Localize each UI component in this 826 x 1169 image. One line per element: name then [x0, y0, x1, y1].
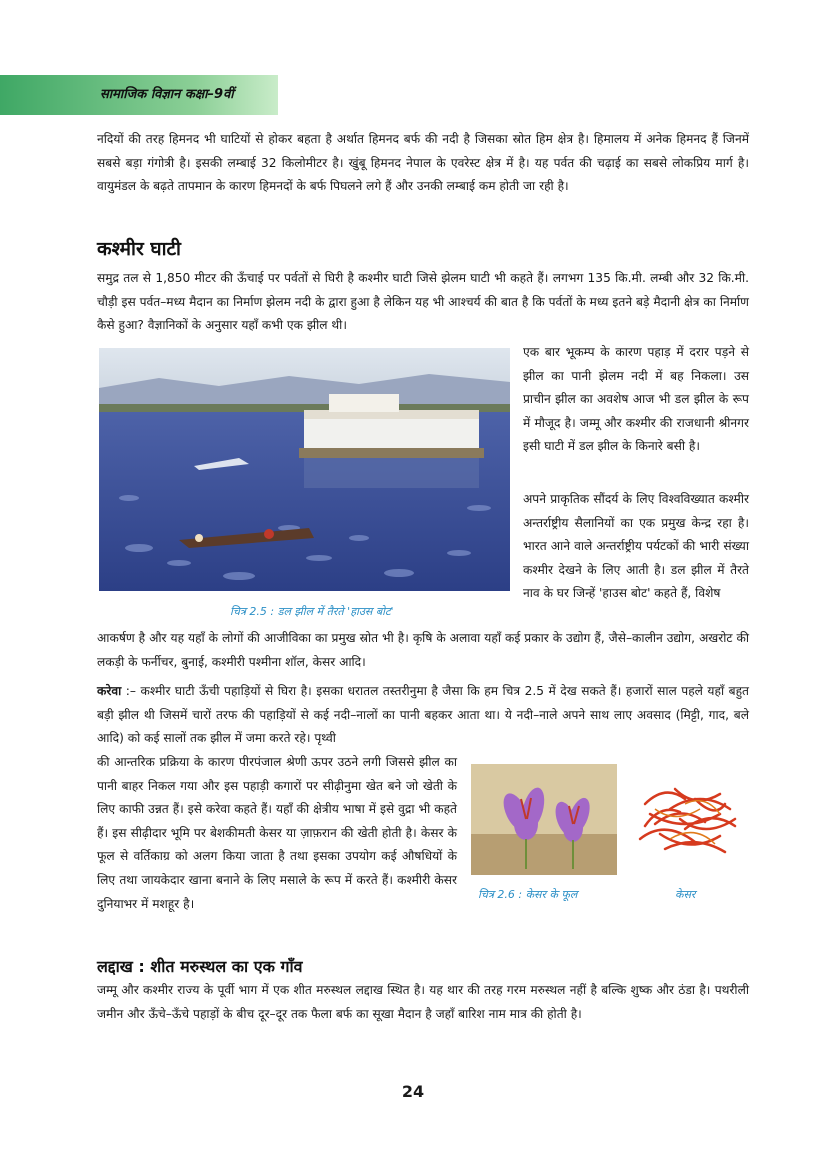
section-heading-kashmir: कश्मीर घाटी — [97, 238, 181, 260]
saffron-flower-photo — [471, 764, 617, 875]
houseboat-photo — [99, 348, 510, 591]
page-number: 24 — [401, 1082, 425, 1101]
kashmir-paragraph: समुद्र तल से 1,850 मीटर की ऊँचाई पर पर्वतों से घिरी है कश्मीर घाटी जिसे झेलम घाटी भी कहते हैं। लगभग 135 कि.मी. लम्बी और 32 कि.मी. चौड़ी इस पर्वत–मध्य मैदान का निर्माण झेलम नदी के द्वारा हुआ है लेकिन यह भी आश्चर्य की बात है कि पर्वतों के मध्य इतने बड़े मैदानी क्षेत्र का निर्माण कैसे हुआ? वैज्ञानिकों के अनुसार यहाँ कभी एक झील थी। — [97, 271, 749, 333]
running-header: सामाजिक विज्ञान कक्षा–9वीं — [100, 87, 234, 102]
karewa-term: करेवा — [97, 684, 122, 698]
kashmir-paragraph-continued: आकर्षण है और यह यहाँ के लोगों की आजीविका का प्रमुख स्रोत भी है। कृषि के अलावा यहाँ कई प्रकार के उद्योग हैं, जैसे–कालीन उद्योग, अखरोट की लकड़ी के फर्नीचर, बुनाई, कश्मीरी पश्मीना शॉल, केसर आदि। — [97, 631, 749, 669]
figure-caption-houseboat: चित्र 2.5 : डल झील में तैरते 'हाउस बोट' — [230, 605, 394, 618]
section-heading-ladakh: लद्दाख : शीत मरुस्थल का एक गाँव — [97, 957, 303, 976]
intro-paragraph: नदियों की तरह हिमनद भी घाटियों से होकर बहता है अर्थात हिमनद बर्फ की नदी है जिसका स्रोत हिम क्षेत्र है। हिमालय में अनेक हिमनद हैं जिनमें सबसे बड़ा गंगोत्री है। इसकी लम्बाई 32 किलोमीटर है। खुंबू हिमनद नेपाल के एवरेस्ट क्षेत्र में है। यह पर्वत की चढ़ाई का सबसे लोकप्रिय मार्ग है। वायुमंडल के बढ़ते तापमान के कारण हिमनदों के बर्फ पिघलने लगे हैं और उनकी लम्बाई कम होती जा रही है। — [97, 132, 749, 194]
karewa-paragraph-left: की आन्तरिक प्रक्रिया के कारण पीरपंजाल श्रेणी ऊपर उठने लगी जिससे झील का पानी बाहर निकल गया और इस पहाड़ी कगारों पर सीढ़ीनुमा खेत बने जो खेती के लिए काफी उन्नत हैं। इसे करेवा कहते हैं। यहाँ की क्षेत्रीय भाषा में इसे वुद्रा भी कहते हैं। इस सीढ़ीदार भूमि पर बेशकीमती केसर या ज़ाफ़रान की खेती होती है। केसर के फूल से वर्तिकाग्र को अलग किया जाता है तथा इसका उपयोग कई औषधियों के लिए तथा जायकेदार खाना बनाने के लिए मसाले के रूप में करते हैं। कश्मीरी केसर दुनियाभर में मशहूर है। — [97, 755, 457, 911]
kashmir-side-paragraph-2: अपने प्राकृतिक सौंदर्य के लिए विश्वविख्यात कश्मीर अन्तर्राष्ट्रीय सैलानियों का एक प्रमुख केन्द्र रहा है। भारत आने वाले अन्तर्राष्ट्रीय पर्यटकों की भारी संख्या कश्मीर देखने के लिए आती है। डल झील में तैरते नाव के घर जिन्हें 'हाउस बोट' कहते हैं, विशेष — [523, 492, 749, 601]
karewa-paragraph — [97, 680, 749, 751]
saffron-threads-photo — [625, 764, 752, 875]
karewa-text: :– कश्मीर घाटी ऊँची पहाड़ियों से घिरा है। इसका धरातल तस्तरीनुमा है जैसा कि हम चित्र 2.5 में देख सकते हैं। हजारों साल पहले यहाँ बहुत बड़ी झील थी जिसमें चारों तरफ की पहाड़ियों से कई नदी–नालों का पानी बहकर आता था। ये नदी–नाले अपने साथ लाए अवसाद (मिट्टी, गाद, बले आदि) को कई सालों तक झील में जमा करते रहे। पृथ्वी — [97, 684, 749, 746]
figure-caption-saffron-flower: चित्र 2.6 : केसर के फूल — [478, 888, 578, 901]
kashmir-side-paragraph-1: एक बार भूकम्प के कारण पहाड़ में दरार पड़ने से झील का पानी झेलम नदी में बह निकला। उस प्राचीन झील का अवशेष आज भी डल झील के रूप में मौजूद है। जम्मू और कश्मीर की राजधानी श्रीनगर इसी घाटी में डल झील के किनारे बसी है। — [523, 345, 749, 454]
figure-caption-saffron: केसर — [675, 888, 696, 901]
ladakh-paragraph: जम्मू और कश्मीर राज्य के पूर्वी भाग में एक शीत मरुस्थल लद्दाख स्थित है। यह थार की तरह गरम मरुस्थल नहीं है बल्कि शुष्क और ठंडा है। पथरीली जमीन और ऊँचे–ऊँचे पहाड़ों के बीच दूर–दूर तक फैला बर्फ का सूखा मैदान है जहाँ बारिश नाम मात्र की होती है। — [97, 983, 749, 1021]
